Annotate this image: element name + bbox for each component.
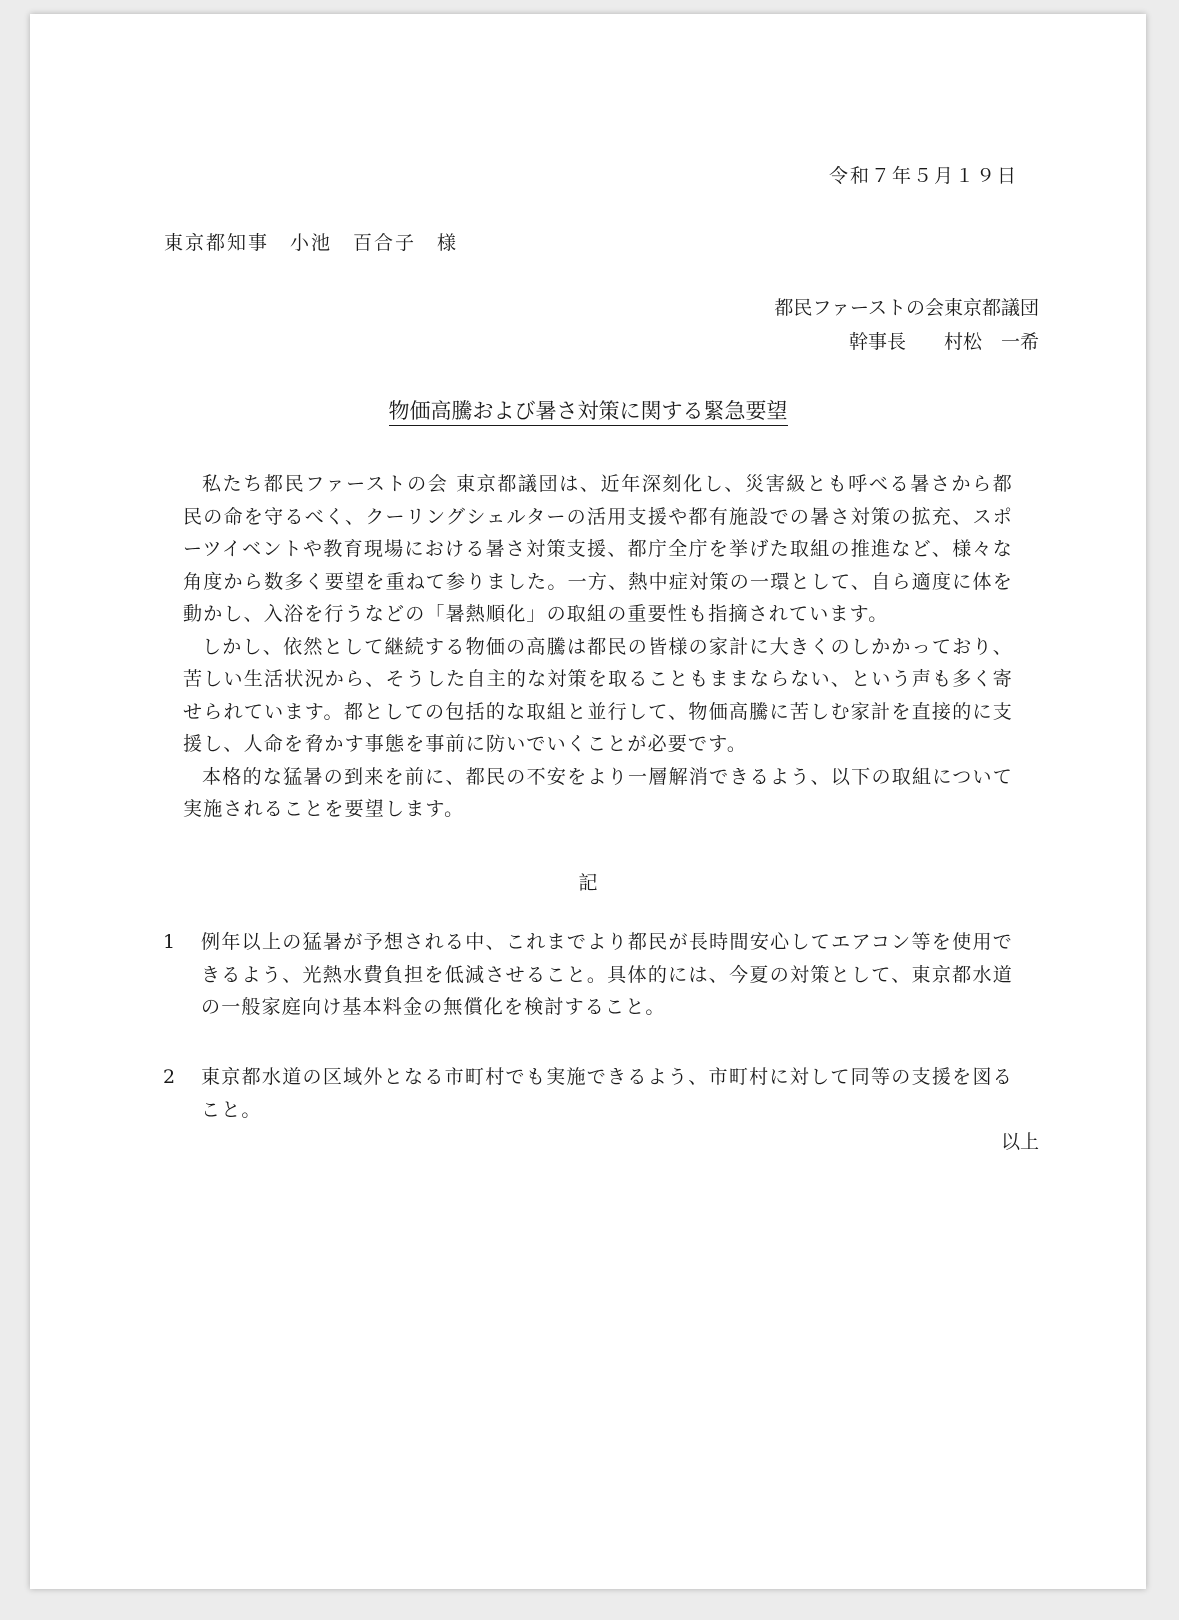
- body-paragraph-2: しかし、依然として継続する物価の高騰は都民の皆様の家計に大きくのしかかっており、苦しい生活状況から、そうした自主的な対策を取ることもままならない、という声も多く寄せられています。都としての包括的な取組と並行して、物価高騰に苦しむ家計を直接的に支援し、人命を脅かす事態を事前に防いでいくことが必要です。: [183, 635, 1013, 755]
- request-item-1: [163, 926, 1013, 1024]
- body-paragraph-3: 本格的な猛暑の到来を前に、都民の不安をより一層解消できるよう、以下の取組について実施されることを要望します。: [183, 765, 1013, 820]
- addressee: 東京都知事 小池 百合子 様: [164, 232, 459, 254]
- sender-person: 幹事長 村松 一希: [848, 331, 1039, 353]
- request-item-number: 2: [163, 1066, 177, 1088]
- body-paragraph-1: 私たち都民ファーストの会 東京都議団は、近年深刻化し、災害級とも呼べる暑さから都民の命を守るべく、クーリングシェルターの活用支援や都有施設での暑さ対策の拡充、スポーツイベントや教育現場における暑さ対策支援、都庁全庁を挙げた取組の推進など、様々な角度から数多く要望を重ねて参りました。一方、熱中症対策の一環として、自ら適度に体を動かし、入浴を行うなどの「暑熱順化」の取組の重要性も指摘されています。: [183, 473, 1013, 625]
- document-title-text: 物価高騰および暑さ対策に関する緊急要望: [389, 399, 788, 426]
- document-title: [30, 399, 1146, 423]
- request-item-number: 1: [163, 931, 177, 953]
- request-item-text: 東京都水道の区域外となる市町村でも実施できるよう、市町村に対して同等の支援を図ること。: [201, 1066, 1013, 1121]
- ki-heading: 記: [578, 872, 598, 894]
- document-date: 令和７年５月１９日: [828, 165, 1018, 187]
- sender-organization: 都民ファーストの会東京都議団: [774, 297, 1039, 319]
- closing-remark: 以上: [1000, 1131, 1039, 1153]
- document-page: [30, 14, 1146, 1589]
- request-item-2: [163, 1061, 1013, 1126]
- document-body: [183, 468, 1013, 826]
- request-item-text: 例年以上の猛暑が予想される中、これまでより都民が長時間安心してエアコン等を使用できるよう、光熱水費負担を低減させること。具体的には、今夏の対策として、東京都水道の一般家庭向け基本料金の無償化を検討すること。: [201, 931, 1013, 1018]
